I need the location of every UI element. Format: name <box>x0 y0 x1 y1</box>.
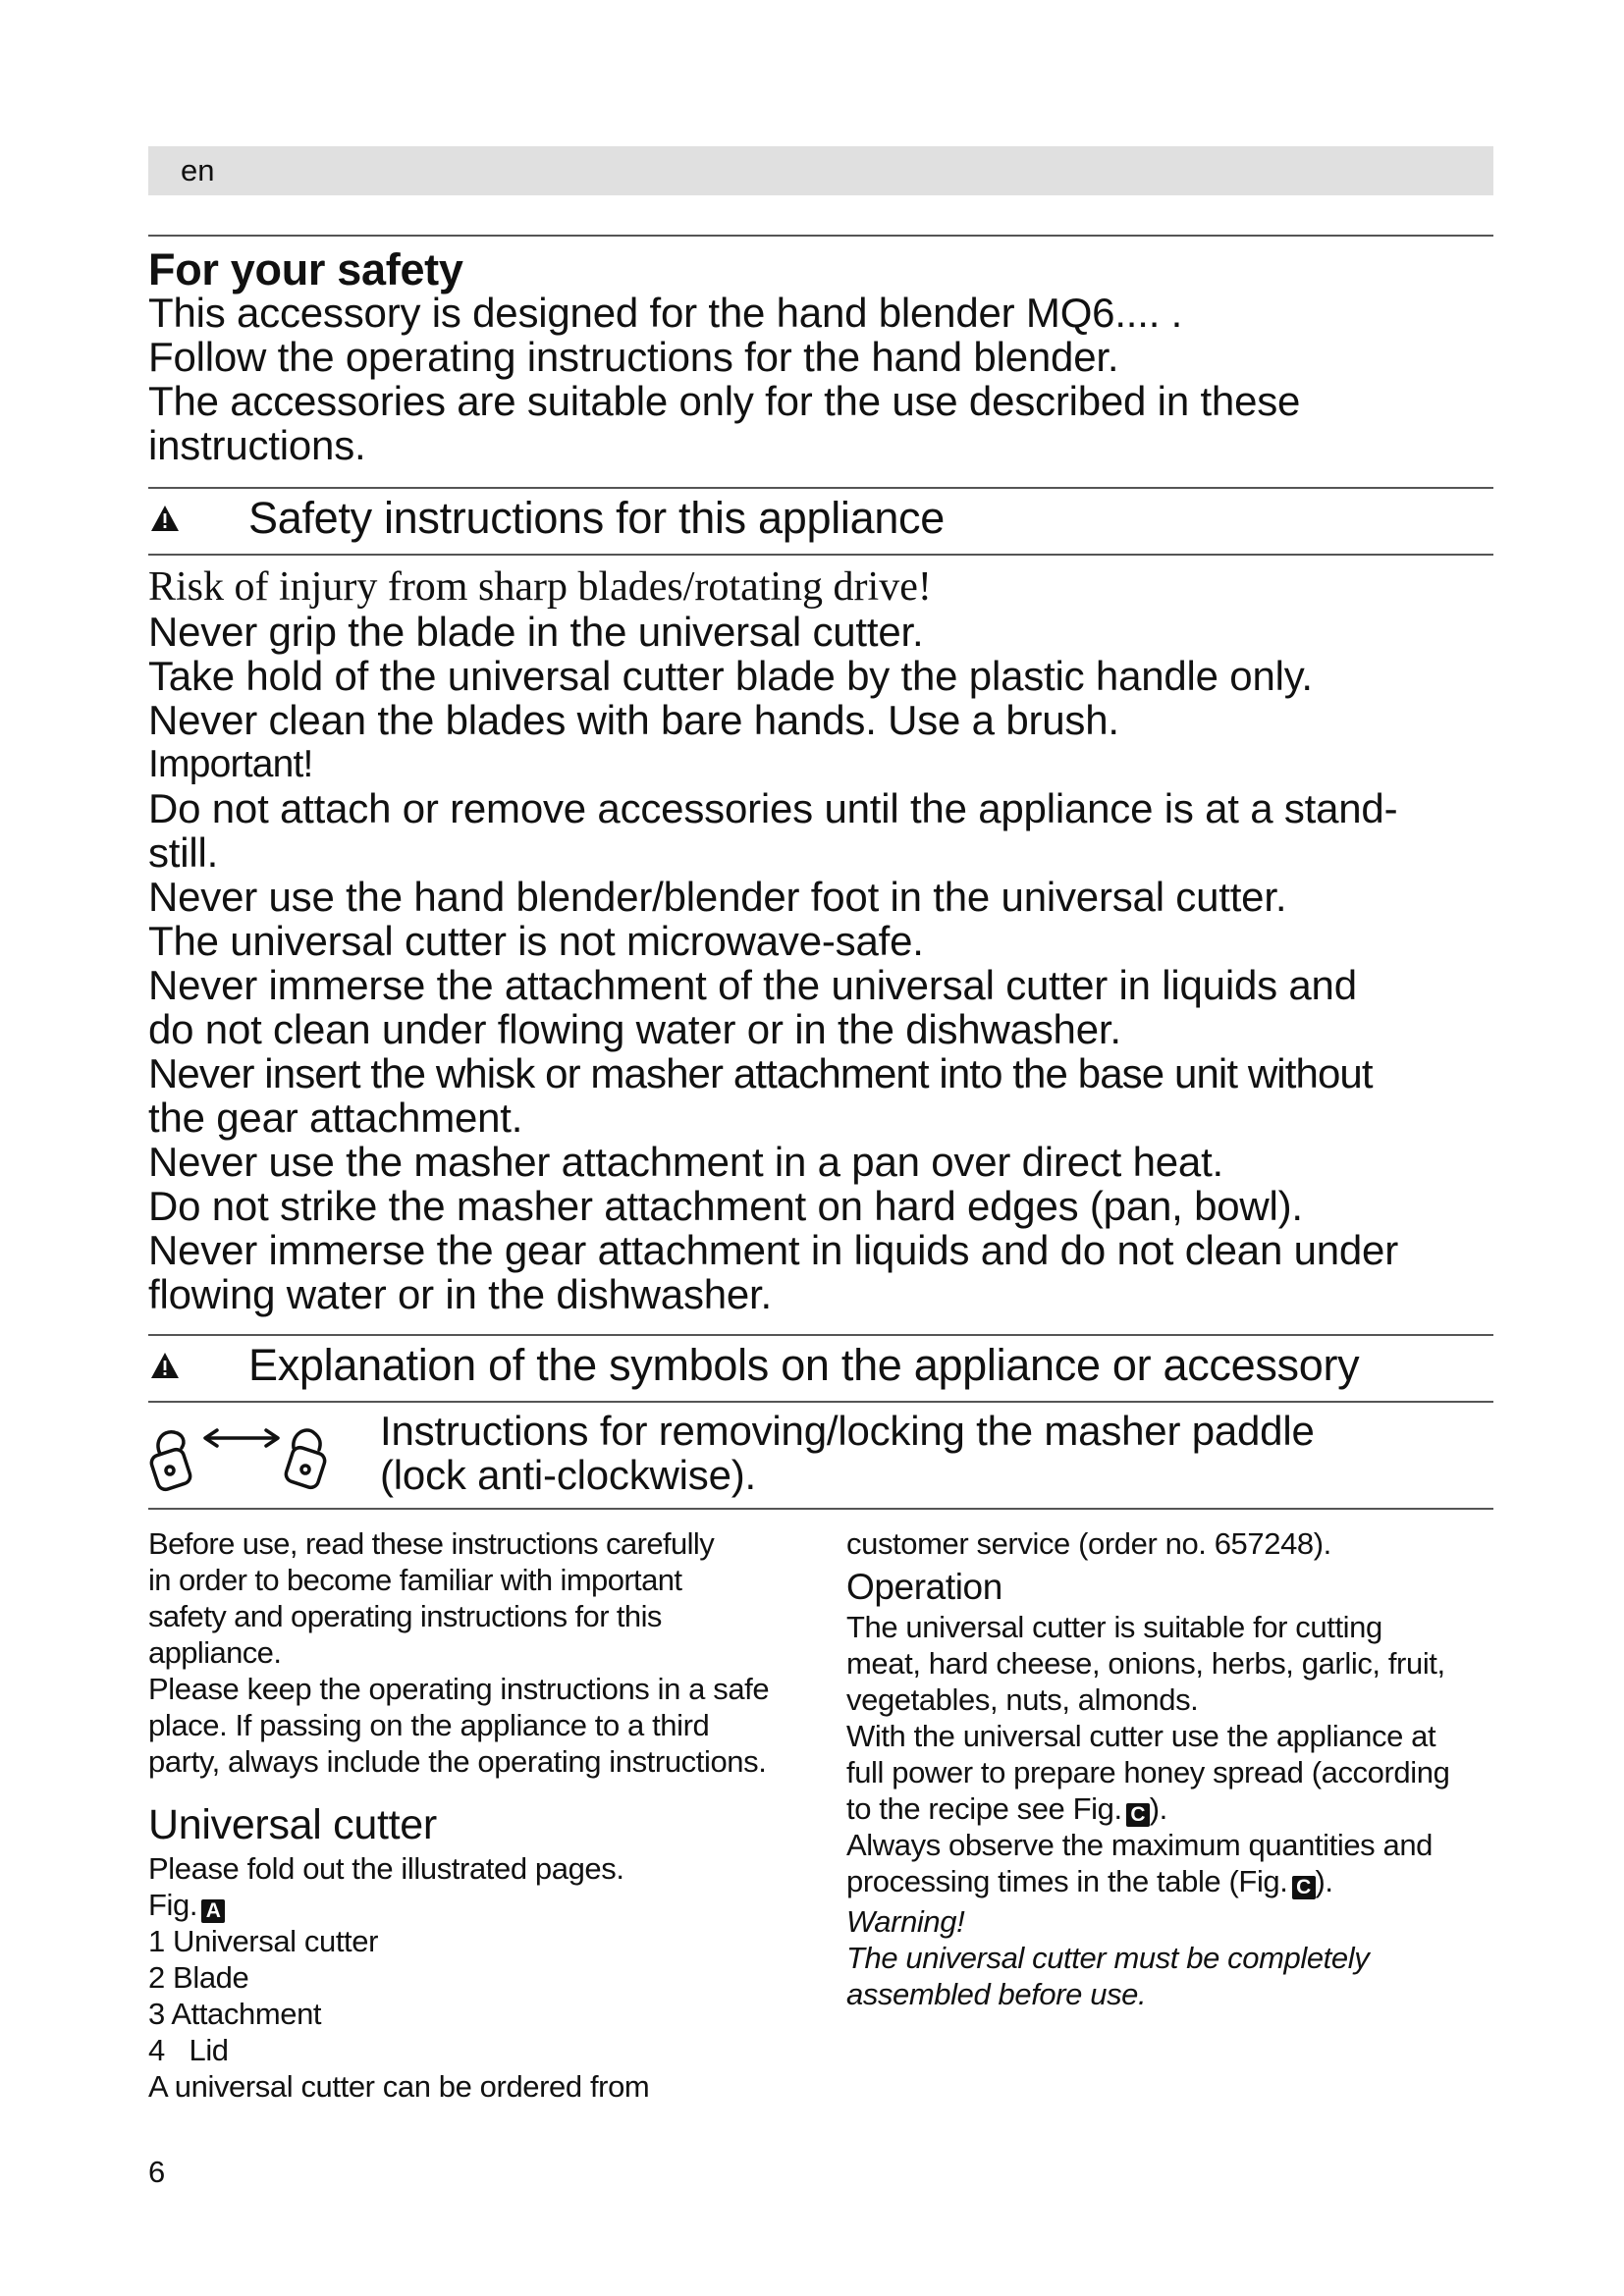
instruction-line: Never clean the blades with bare hands. Use a brush. <box>148 697 1119 743</box>
continuation-line: customer service (order no. 657248). <box>846 1526 1331 1561</box>
safety-line: Follow the operating instructions for the hand blender. <box>148 334 1119 380</box>
operation-line-figure <box>846 1790 1504 1827</box>
instruction-line: The universal cutter is not microwave-safe. <box>148 918 924 964</box>
safety-instructions-body <box>148 565 1498 1316</box>
operation-line: vegetables, nuts, almonds. <box>846 1682 1199 1717</box>
part-item: 4 Lid <box>148 2033 229 2067</box>
warning-triangle-icon <box>148 505 248 532</box>
warning-label: Warning! <box>846 1904 965 1939</box>
instruction-line: Never use the hand blender/blender foot in the universal cutter. <box>148 874 1287 920</box>
operation-text: to the recipe see Fig. <box>846 1791 1122 1826</box>
divider <box>148 235 1493 237</box>
instruction-line: still. <box>148 829 219 876</box>
operation-line: meat, hard cheese, onions, herbs, garlic, fruit, <box>846 1646 1445 1681</box>
operation-line-figure <box>846 1863 1504 1899</box>
instruction-line: flowing water or in the dishwasher. <box>148 1271 772 1317</box>
safety-line: This accessory is designed for the hand blender MQ6.... . <box>148 290 1183 336</box>
safety-section <box>148 246 1498 467</box>
universal-cutter-heading: Universal cutter <box>148 1801 437 1848</box>
warning-triangle-icon <box>148 1352 248 1379</box>
operation-line: full power to prepare honey spread (according <box>846 1755 1450 1789</box>
warning-line: The universal cutter must be completely <box>846 1941 1370 1975</box>
safety-instructions-heading <box>148 489 1498 548</box>
part-item: 2 Blade <box>148 1960 249 1995</box>
intro-line: party, always include the operating instructions. <box>148 1744 767 1779</box>
operation-line: With the universal cutter use the appliance at <box>846 1719 1436 1753</box>
intro-line: Please keep the operating instructions in a safe <box>148 1672 770 1706</box>
intro-bold-line: safety and operating instructions for this <box>148 1599 662 1633</box>
operation-heading: Operation <box>846 1567 1002 1607</box>
language-bar <box>148 146 1493 195</box>
divider <box>148 1508 1493 1510</box>
instruction-line: Never use the masher attachment in a pan over direct heat. <box>148 1139 1224 1185</box>
part-item: 1 Universal cutter <box>148 1924 379 1958</box>
intro-bold-line: in order to become familiar with important <box>148 1563 682 1597</box>
operation-line: Always observe the maximum quantities and <box>846 1828 1434 1862</box>
operation-text: processing times in the table (Fig. <box>846 1864 1288 1898</box>
symbols-heading <box>148 1336 1498 1395</box>
risk-line: Risk of injury from sharp blades/rotating drive! <box>148 564 932 610</box>
instruction-line: Never insert the whisk or masher attachment into the base unit without <box>148 1050 1373 1096</box>
figure-letter-badge: C <box>1126 1803 1150 1827</box>
language-code: en <box>181 153 215 187</box>
operation-line: The universal cutter is suitable for cutting <box>846 1610 1382 1644</box>
figure-letter-badge: C <box>1292 1876 1316 1899</box>
right-column <box>846 1525 1504 2012</box>
operation-text-end: ). <box>1149 1791 1167 1826</box>
symbol-explanation-row <box>148 1409 1498 1507</box>
symbols-title: Explanation of the symbols on the appliance or accessory <box>248 1340 1360 1390</box>
instruction-line: the gear attachment. <box>148 1095 523 1141</box>
intro-bold-line: appliance. <box>148 1635 282 1670</box>
safety-line: instructions. <box>148 422 366 468</box>
part-item: 3 Attachment <box>148 1997 322 2031</box>
left-column <box>148 1525 816 2105</box>
symbol-description-line: Instructions for removing/locking the masher paddle <box>380 1408 1315 1454</box>
figure-letter-badge: A <box>201 1899 225 1923</box>
figure-reference <box>148 1887 816 1923</box>
instruction-line: Never immerse the gear attachment in liquids and do not clean under <box>148 1227 1398 1273</box>
intro-bold-line: Before use, read these instructions carefully <box>148 1526 715 1561</box>
important-label: Important! <box>148 743 313 785</box>
page-number: 6 <box>148 2155 166 2189</box>
instruction-line: do not clean under flowing water or in the dishwasher. <box>148 1006 1121 1052</box>
order-line: A universal cutter can be ordered from <box>148 2069 650 2104</box>
safety-title: For your safety <box>148 244 463 294</box>
instruction-line: Never grip the blade in the universal cutter. <box>148 609 924 655</box>
instruction-line: Never immerse the attachment of the universal cutter in liquids and <box>148 962 1357 1008</box>
safety-instructions-title: Safety instructions for this appliance <box>248 493 945 543</box>
instruction-line: Do not attach or remove accessories until the appliance is at a stand- <box>148 785 1398 831</box>
warning-line: assembled before use. <box>846 1977 1147 2011</box>
lock-unlock-arrow-icon <box>148 1409 335 1507</box>
instruction-line: Do not strike the masher attachment on hard edges (pan, bowl). <box>148 1183 1303 1229</box>
divider <box>148 554 1493 556</box>
divider <box>148 1401 1493 1403</box>
intro-line: place. If passing on the appliance to a third <box>148 1708 710 1742</box>
figure-label: Fig. <box>148 1888 198 1922</box>
safety-line: The accessories are suitable only for the use described in these <box>148 378 1301 424</box>
symbol-description-line: (lock anti-clockwise). <box>380 1452 757 1498</box>
fold-out-line: Please fold out the illustrated pages. <box>148 1851 624 1886</box>
operation-text-end: ). <box>1315 1864 1333 1898</box>
instruction-line: Take hold of the universal cutter blade by the plastic handle only. <box>148 653 1313 699</box>
